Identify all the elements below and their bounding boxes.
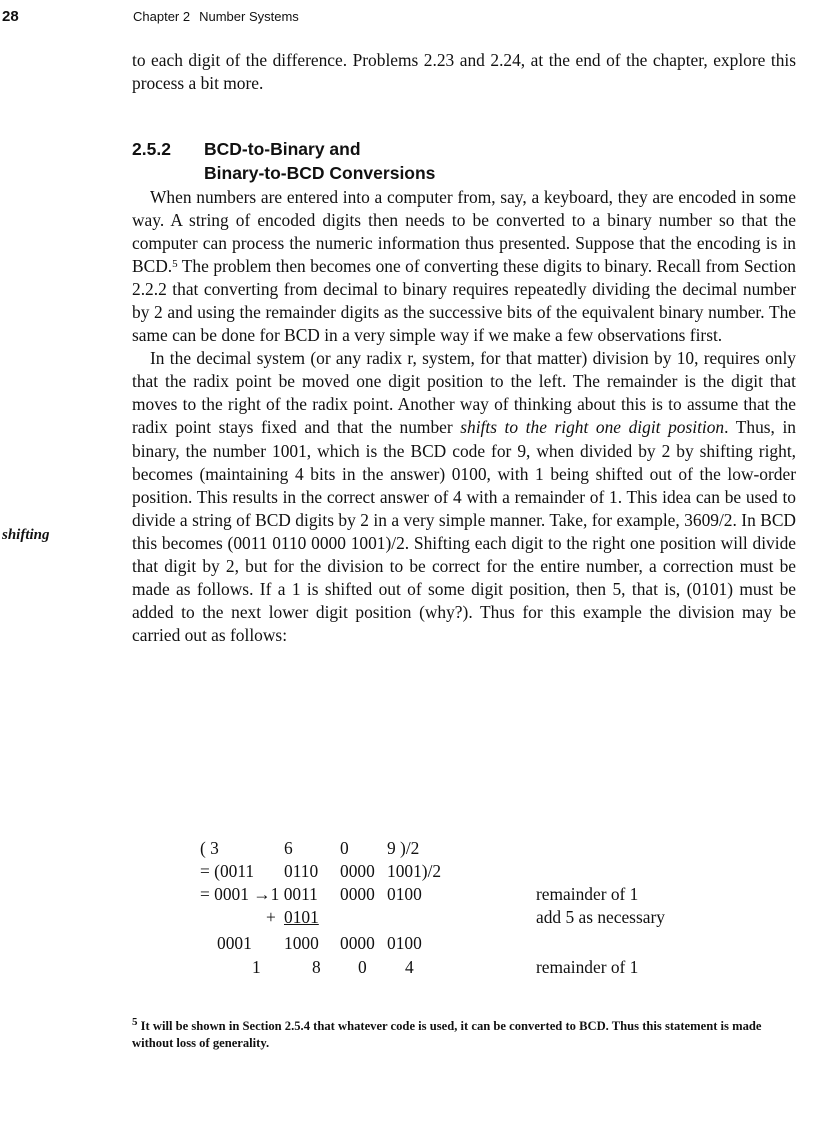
chapter-title: Number Systems [199, 9, 299, 24]
calc-cell: ( 3 [200, 838, 219, 858]
calc-cell: 9 )/2 [387, 838, 420, 858]
calc-cell: 0 [340, 838, 349, 858]
footnote-reference[interactable]: 5 [172, 258, 178, 271]
calc-cell: 0100 [387, 884, 422, 904]
calc-cell: 8 [312, 957, 321, 977]
main-body [132, 186, 796, 647]
calc-note: remainder of 1 [536, 884, 639, 904]
running-head [133, 9, 299, 24]
intro-text: to each digit of the difference. Problems 2.23 and 2.24, at the end of the chapter, explore this process a bit more. [132, 50, 796, 94]
section-heading-line1 [132, 137, 435, 161]
calc-cell: 1001)/2 [387, 861, 442, 881]
page-number: 28 [2, 8, 19, 25]
calc-note: remainder of 1 [536, 957, 639, 977]
calc-cell: 0000 [340, 861, 375, 881]
calc-cell: 0110 [284, 861, 319, 881]
calc-cell: 1000 [284, 933, 319, 953]
calc-cell: 1 [252, 957, 261, 977]
footnote-text: It will be shown in Section 2.5.4 that whatever code is used, it can be converted to BCD. Thus this statement is made without loss of generality. [132, 1019, 762, 1050]
paragraph1-text-a: When numbers are entered into a computer from, say, a keyboard, they are encoded in some way. A string of encoded digits then needs to be converted to a binary number so that the computer can process the numeric information thus presented. Suppose that the encoding is in BCD. [132, 187, 796, 277]
calc-cell: 0001 [217, 933, 252, 953]
calc-note: add 5 as necessary [536, 907, 665, 927]
footnote [132, 1018, 796, 1051]
calc-cell: = (0011 [200, 861, 255, 881]
paragraph1-text-b: The problem then becomes one of converting these digits to binary. Recall from Section 2.2.2 that converting from decimal to binary requires repeatedly dividing the decimal number by 2 and using the remainder digits as the successive bits of the equivalent binary number. The same can be done for BCD in a very simple way if we make a few observations first. [132, 256, 796, 346]
footnote-mark: 5 [132, 1016, 138, 1028]
paragraph-encoding [132, 186, 796, 347]
shift-emphasis: shifts to the right one digit position [460, 417, 725, 438]
margin-note-shifting: shifting [2, 527, 50, 543]
paragraph2-text-b: . Thus, in binary, the number 1001, which is the BCD code for 9, when divided by 2 by shifting right, becomes (maintaining 4 bits in the answer) 0100, with 1 being shifted out of the low-order position. This results in the correct answer of 4 with a remainder of 1. This idea can be used to divide a string of BCD digits by 2 in a very simple manner. Take, for example, 3609/2. In BCD this becomes (0011 0110 0000 1001)/2. Shifting each digit to the right one position will divide that digit by 2, but for the division to be correct for the entire number, a correction must be made as follows. If a 1 is shifted out of some digit position, then 5, that is, (0101) must be added to the next lower digit position (why?). Thus for this example the division may be carried out as follows: [132, 417, 797, 645]
calc-cell: 0000 [340, 933, 375, 953]
calc-cell: 0000 [340, 884, 375, 904]
bcd-division-example [200, 838, 760, 988]
section-title-line2: Binary-to-BCD Conversions [204, 163, 436, 183]
section-title-line1: BCD-to-Binary and [204, 139, 361, 159]
plus-sign: + [266, 907, 276, 927]
calc-cell: 0100 [387, 933, 422, 953]
calc-cell: = 0001 →1 0011 [200, 884, 318, 904]
calc-cell: 0 [358, 957, 367, 977]
correction-value: 0101 [284, 907, 319, 927]
section-number: 2.5.2 [132, 139, 171, 159]
paragraph-shifting [132, 347, 796, 647]
intro-paragraph [132, 49, 796, 95]
calc-cell: 6 [284, 838, 293, 858]
chapter-label: Chapter 2 [133, 9, 191, 24]
section-heading [132, 137, 435, 185]
paragraph2-text-a: In the decimal system (or any radix r, system, for that matter) division by 10, requires only that the radix point be moved one digit position to the left. The remainder is the digit that moves to the right of the radix point. Another way of thinking about this is to assume that the radix point stays fixed and that the number [132, 348, 796, 438]
calc-cell: 4 [405, 957, 414, 977]
